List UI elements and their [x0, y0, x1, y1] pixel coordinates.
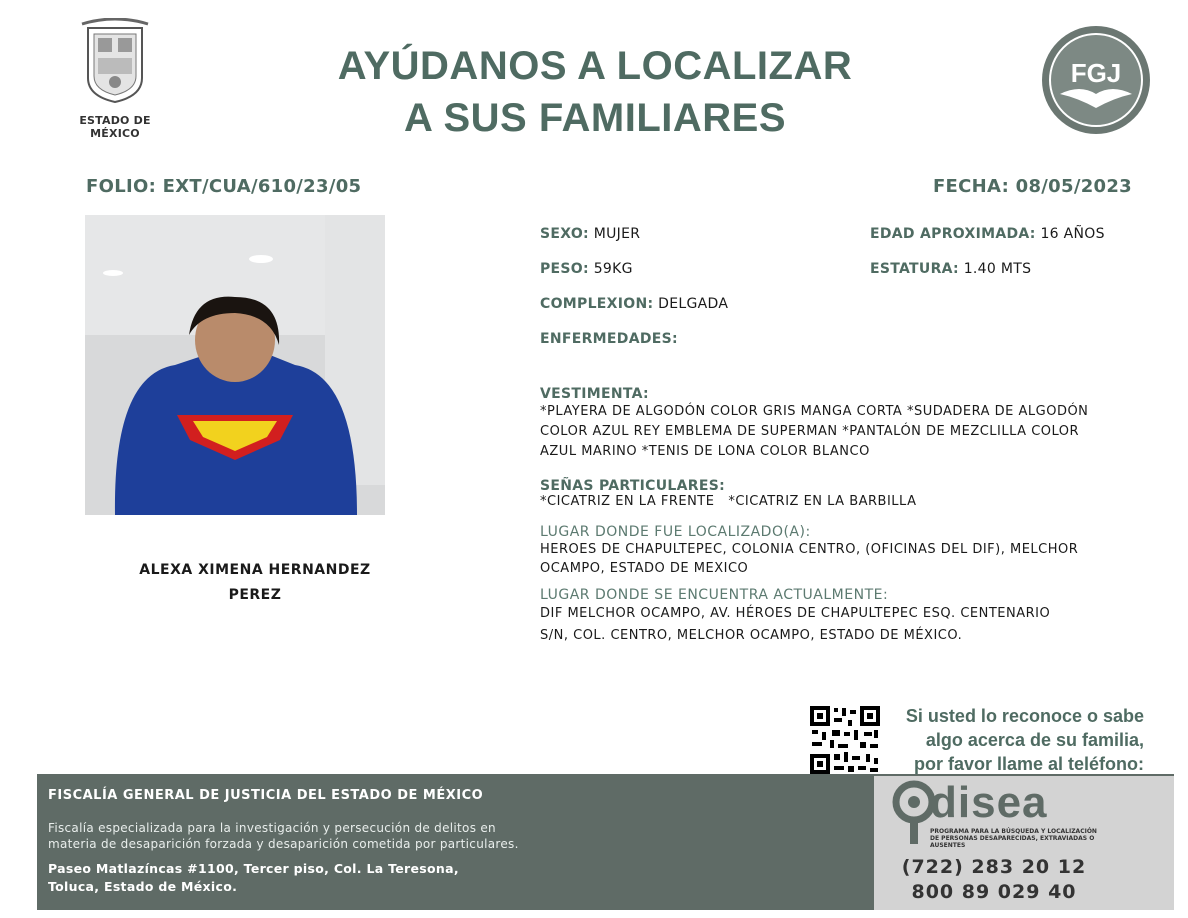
localizado-line-1: HEROES DE CHAPULTEPEC, COLONIA CENTRO, (OFICINAS DEL DIF), MELCHOR — [540, 542, 1079, 557]
state-label: ESTADO DE MÉXICO — [79, 114, 151, 140]
odisea-tagline-line-1: PROGRAMA PARA LA BÚSQUEDA Y LOCALIZACIÓN — [930, 828, 1097, 835]
person-portrait-icon — [85, 215, 385, 515]
odisea-wordmark: disea — [930, 778, 1048, 827]
footer-addr-line-2: Toluca, Estado de México. — [48, 879, 238, 894]
coat-of-arms-icon — [78, 18, 152, 104]
odisea-tagline-line-3: AUSENTES — [930, 842, 966, 849]
senas-section — [540, 478, 1140, 510]
person-name-line-1: ALEXA XIMENA HERNANDEZ — [139, 562, 371, 578]
person-name-line-2: PEREZ — [228, 587, 282, 603]
localizado-section — [540, 524, 1140, 578]
edad-value: 16 AÑOS — [1040, 226, 1105, 242]
sexo-field — [540, 226, 640, 242]
title-line-2: A SUS FAMILIARES — [403, 96, 787, 140]
actual-label: LUGAR DONDE SE ENCUENTRA ACTUALMENTE: — [540, 587, 889, 603]
call-line-3: por favor llame al teléfono: — [913, 754, 1144, 774]
estatura-field — [870, 261, 1031, 277]
phone-number-local[interactable]: (722) 283 20 12 — [901, 856, 1087, 878]
footer-addr-line-1: Paseo Matlazíncas #1100, Tercer piso, Col. La Teresona, — [48, 861, 459, 876]
report-date: FECHA: 08/05/2023 — [932, 176, 1132, 197]
actual-line-2: S/N, COL. CENTRO, MELCHOR OCAMPO, ESTADO DE MÉXICO. — [540, 628, 963, 643]
estatura-value: 1.40 MTS — [963, 261, 1032, 277]
estatura-label: ESTATURA: — [870, 261, 959, 277]
vestimenta-label: VESTIMENTA: — [540, 386, 649, 402]
phone-number-tollfree[interactable]: 800 89 029 40 — [911, 881, 1077, 903]
peso-field — [540, 261, 633, 277]
footer-description — [48, 820, 648, 852]
edad-label: EDAD APROXIMADA: — [870, 226, 1036, 242]
vestimenta-line-3: AZUL MARINO *TENIS DE LONA COLOR BLANCO — [540, 444, 870, 459]
localizado-label: LUGAR DONDE FUE LOCALIZADO(A): — [540, 524, 811, 540]
folio-number: FOLIO: EXT/CUA/610/23/05 — [86, 176, 362, 197]
vestimenta-line-1: *PLAYERA DE ALGODÓN COLOR GRIS MANGA CORTA *SUDADERA DE ALGODÓN — [540, 404, 1089, 419]
estado-de-mexico-logo — [60, 18, 170, 140]
actual-section — [540, 587, 1140, 647]
footer-address — [48, 860, 608, 896]
actual-line-1: DIF MELCHOR OCAMPO, AV. HÉROES DE CHAPULTEPEC ESQ. CENTENARIO — [540, 606, 1051, 621]
senas-value: *CICATRIZ EN LA FRENTE *CICATRIZ EN LA BARBILLA — [540, 494, 917, 509]
page-title — [290, 40, 900, 144]
sexo-value: MUJER — [593, 226, 641, 242]
complexion-value: DELGADA — [658, 296, 729, 312]
enfermedades-label: ENFERMEDADES: — [540, 331, 678, 347]
odisea-tagline — [930, 828, 1100, 849]
localizado-line-2: OCAMPO, ESTADO DE MEXICO — [540, 561, 749, 576]
person-photo — [85, 215, 385, 515]
vestimenta-section — [540, 386, 1140, 462]
footer-desc-line-1: Fiscalía especializada para la investigación y persecución de delitos en — [48, 821, 496, 835]
call-line-1: Si usted lo reconoce o sabe — [905, 706, 1144, 726]
footer-desc-line-2: materia de desaparición forzada y desaparición cometida por particulares. — [48, 837, 519, 851]
footer-title: FISCALÍA GENERAL DE JUSTICIA DEL ESTADO DE MÉXICO — [48, 788, 484, 803]
qr-code-icon[interactable] — [808, 704, 882, 776]
person-name — [110, 558, 400, 608]
peso-label: PESO: — [540, 261, 589, 277]
call-to-action — [880, 704, 1144, 776]
sexo-label: SEXO: — [540, 226, 589, 242]
peso-value: 59KG — [593, 261, 633, 277]
fgj-seal-icon — [1040, 24, 1152, 136]
edad-field — [870, 226, 1105, 242]
fgj-label: FGJ — [1070, 58, 1122, 88]
vestimenta-line-2: COLOR AZUL REY EMBLEMA DE SUPERMAN *PANTALÓN DE MEZCLILLA COLOR — [540, 424, 1080, 439]
complexion-field — [540, 296, 728, 312]
senas-label: SEÑAS PARTICULARES: — [540, 478, 725, 494]
complexion-label: COMPLEXION: — [540, 296, 654, 312]
enfermedades-field — [540, 331, 678, 347]
call-line-2: algo acerca de su familia, — [925, 730, 1144, 750]
title-line-1: AYÚDANOS A LOCALIZAR — [337, 44, 853, 88]
odisea-tagline-line-2: DE PERSONAS DESAPARECIDAS, EXTRAVIADAS O — [930, 835, 1095, 842]
